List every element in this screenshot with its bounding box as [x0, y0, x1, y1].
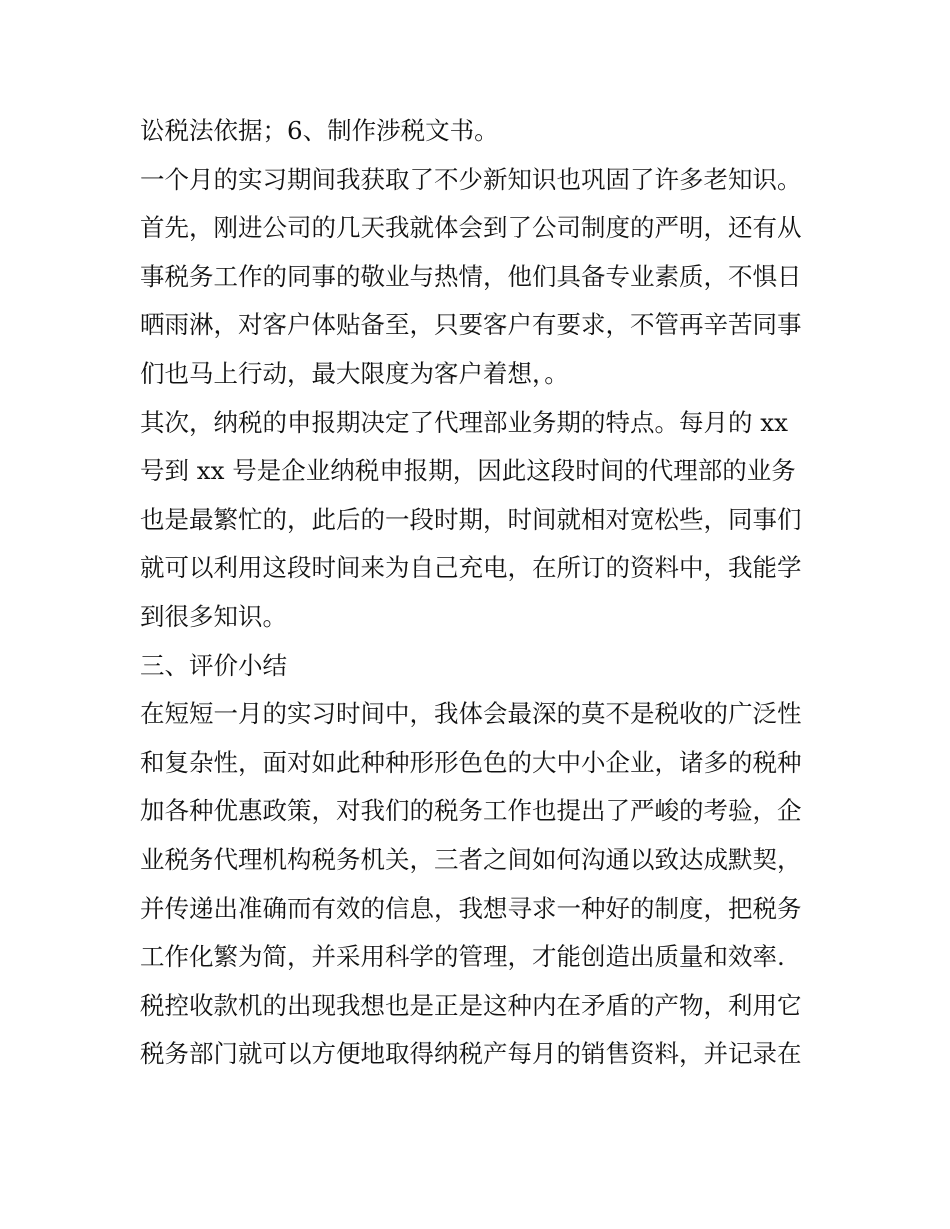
text-line: 加各种优惠政策，对我们的税务工作也提出了严峻的考验，企: [140, 796, 802, 826]
text-line: 一个月的实习期间我获取了不少新知识也巩固了许多老知识。: [140, 164, 802, 194]
text-line: 们也马上行动，最大限度为客户着想，。: [140, 358, 569, 388]
text-line: 并传递出准确而有效的信息，我想寻求一种好的制度，把税务: [140, 893, 802, 923]
text-line: 晒雨淋，对客户体贴备至，只要客户有要求，不管再辛苦同事: [140, 310, 802, 340]
text-line: 在短短一月的实习时间中，我体会最深的莫不是税收的广泛性: [140, 699, 802, 729]
section-heading: 三、评价小结: [140, 650, 287, 680]
text-line: 业税务代理机构税务机关，三者之间如何沟通以致达成默契，: [140, 844, 802, 874]
text-line: 工作化繁为简，并采用科学的管理，才能创造出质量和效率.: [140, 942, 785, 972]
text-line: 到很多知识。: [140, 601, 287, 631]
text-line: 首先，刚进公司的几天我就体会到了公司制度的严明，还有从: [140, 213, 802, 243]
text-line: 和复杂性，面对如此种种形形色色的大中小企业，诸多的税种: [140, 747, 802, 777]
text-line: 就可以利用这段时间来为自己充电，在所订的资料中，我能学: [140, 553, 802, 583]
document-body: [140, 107, 830, 1079]
text-line: 号到 xx 号是企业纳税申报期，因此这段时间的代理部的业务: [140, 456, 796, 486]
text-line: 税务部门就可以方便地取得纳税产每月的销售资料，并记录在: [140, 1039, 802, 1069]
text-line: 税控收款机的出现我想也是正是这种内在矛盾的产物，利用它: [140, 990, 802, 1020]
text-line: 也是最繁忙的，此后的一段时期，时间就相对宽松些，同事们: [140, 504, 802, 534]
text-line: 事税务工作的同事的敬业与热情，他们具备专业素质，不惧日: [140, 261, 802, 291]
text-line: 其次，纳税的申报期决定了代理部业务期的特点。每月的 xx: [140, 407, 788, 437]
text-line: 讼税法依据；6、制作涉税文书。: [140, 116, 499, 145]
